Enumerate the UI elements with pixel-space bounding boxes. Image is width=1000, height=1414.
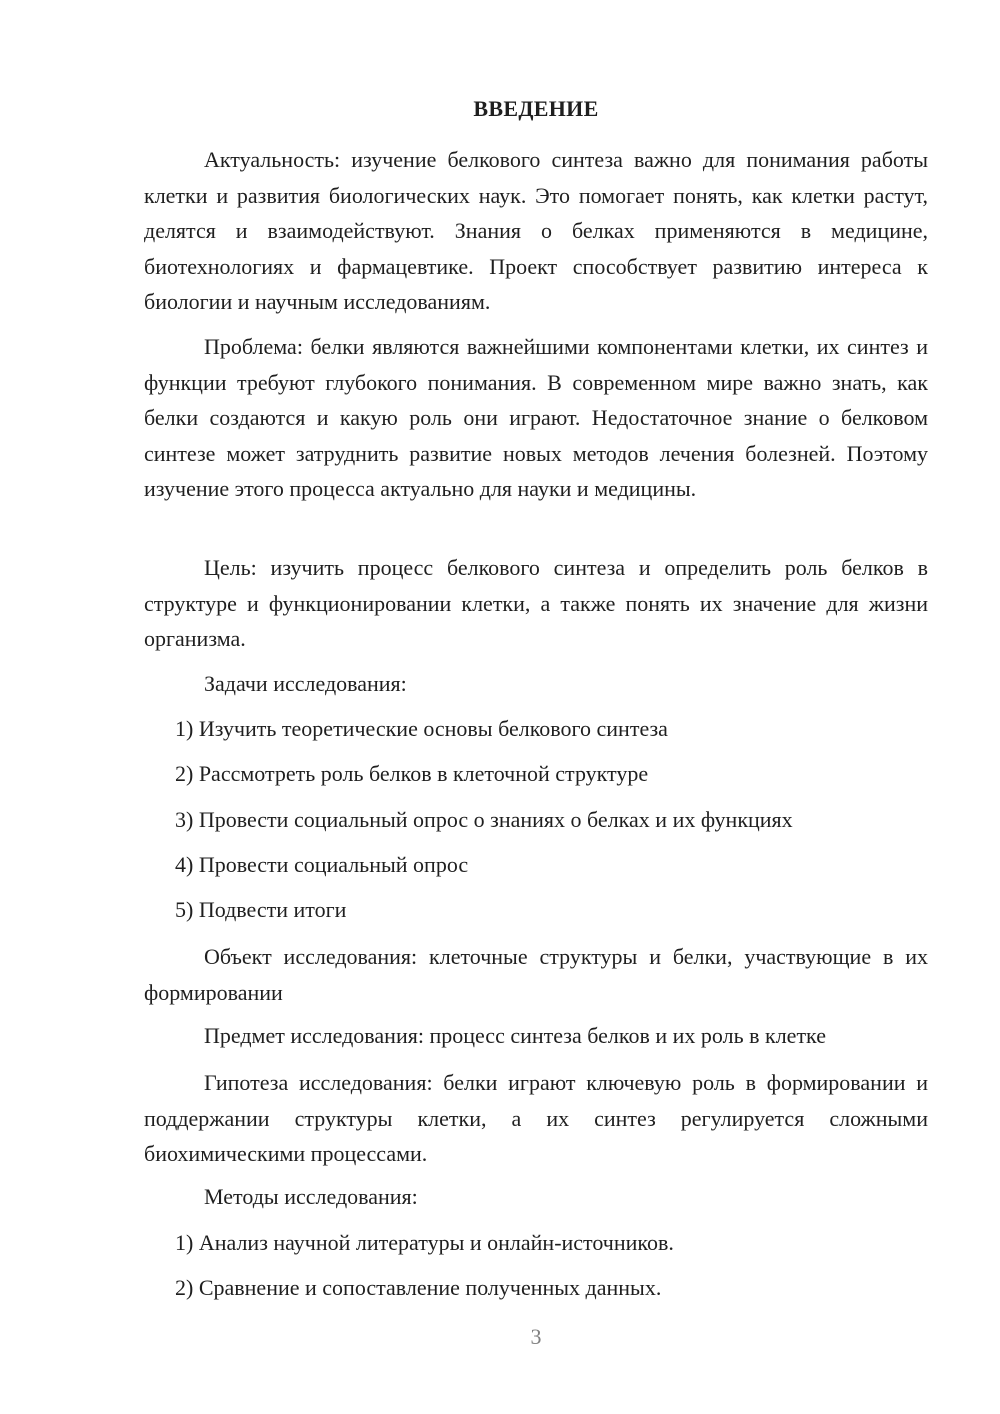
- method-item: 1) Анализ научной литературы и онлайн-источников.: [175, 1230, 674, 1255]
- page-title: ВВЕДЕНИЕ: [473, 96, 599, 121]
- tasks-label: Задачи исследования:: [204, 671, 407, 696]
- problem-paragraph: [144, 329, 928, 507]
- subject-paragraph: Предмет исследования: процесс синтеза белков и их роль в клетке: [204, 1023, 826, 1048]
- task-item: 1) Изучить теоретические основы белкового синтеза: [175, 716, 668, 741]
- page-number: 3: [530, 1324, 542, 1349]
- goal-paragraph: [144, 550, 928, 657]
- task-item: 3) Провести социальный опрос о знаниях о белках и их функциях: [175, 807, 793, 832]
- goal-text: Цель: изучить процесс белкового синтеза и определить роль белков в структуре и функционировании клетки, а также понять их значение для жизни организма.: [144, 555, 928, 651]
- task-item: 2) Рассмотреть роль белков в клеточной структуре: [175, 761, 649, 786]
- hypothesis-text: Гипотеза исследования: белки играют ключевую роль в формировании и поддержании структуры клетки, а их синтез регулируется сложными биохимическими процессами.: [144, 1070, 928, 1166]
- object-paragraph: [144, 939, 928, 1010]
- object-text: Объект исследования: клеточные структуры и белки, участвующие в их формировании: [144, 944, 928, 1005]
- hypothesis-paragraph: [144, 1065, 928, 1172]
- method-item: 2) Сравнение и сопоставление полученных данных.: [175, 1275, 662, 1300]
- task-item: 4) Провести социальный опрос: [175, 852, 469, 877]
- relevance-text: Актуальность: изучение белкового синтеза важно для понимания работы клетки и развития биологических наук. Это помогает понять, как клетки растут, делятся и взаимодействуют. Знания о белках применяются в медицине, биотехнологиях и фармацевтике. Проект способствует развитию интереса к биологии и научным исследованиям.: [144, 147, 928, 314]
- task-item: 5) Подвести итоги: [175, 897, 347, 922]
- methods-label: Методы исследования:: [204, 1184, 418, 1209]
- problem-text: Проблема: белки являются важнейшими компонентами клетки, их синтез и функции требуют глубокого понимания. В современном мире важно знать, как белки создаются и какую роль они играют. Недостаточное знание о белковом синтезе может затруднить развитие новых методов лечения болезней. Поэтому изучение этого процесса актуально для науки и медицины.: [144, 334, 928, 501]
- relevance-paragraph: [144, 142, 928, 320]
